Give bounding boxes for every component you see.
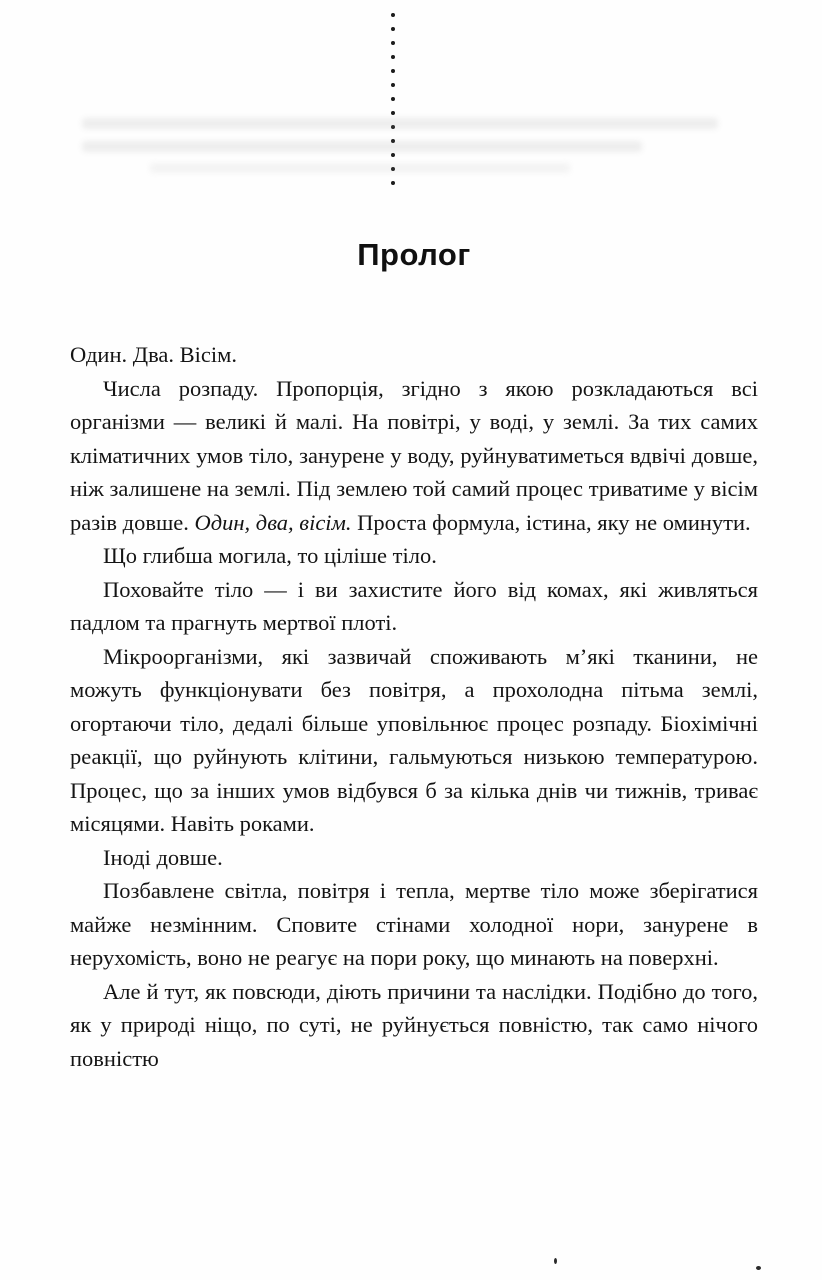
paragraph <box>70 841 758 875</box>
dot <box>391 97 395 101</box>
paragraph <box>70 372 758 540</box>
text-run: Поховайте тіло — і ви захистите його від комах, які живляться падлом та прагнуть мертвої плоті. <box>70 576 758 635</box>
dot <box>391 41 395 45</box>
dot <box>391 27 395 31</box>
dotted-divider <box>391 13 395 185</box>
bleedthrough-artifact <box>150 163 570 173</box>
paragraph <box>70 573 758 640</box>
text-run: Але й тут, як повсюди, діють причини та наслідки. Подібно до того, як у природі ніщо, по суті, не руйнується повністю, так само нічого повністю <box>70 978 758 1071</box>
text-run: Що глибша могила, то ціліше тіло. <box>103 543 437 568</box>
scan-speck <box>554 1258 557 1264</box>
text-run: Проста формула, істина, яку не оминути. <box>351 509 751 535</box>
italic-text-run: Один, два, вісім. <box>194 509 352 535</box>
text-run: Позбавлене світла, повітря і тепла, мертве тіло може зберігатися майже незмінним. Сповите стінами холодної нори, занурене в нерухомість, воно не реагує на пори року, що минають на поверхні. <box>70 878 758 970</box>
dot <box>391 69 395 73</box>
bleedthrough-artifact <box>82 141 642 152</box>
page-text <box>70 338 758 1075</box>
text-run: Числа розпаду. Пропорція, згідно з якою розкладаються всі організми — великі й малі. На повітрі, у воді, у землі. За тих самих кліматичних умов тіло, занурене у воду, руйнуватиметься вдвічі довше, ніж залишене на землі. Під землею той самий процес триватиме у вісім разів довше. <box>70 375 758 535</box>
paragraph <box>70 338 758 372</box>
paragraph <box>70 640 758 841</box>
text-run: Один. Два. Вісім. <box>70 342 238 367</box>
dot <box>391 13 395 17</box>
text-run: Іноді довше. <box>103 844 223 870</box>
chapter-title: Пролог <box>357 236 471 272</box>
paragraph <box>70 975 758 1076</box>
dot <box>391 181 395 185</box>
scan-speck <box>756 1266 761 1270</box>
dot <box>391 153 395 157</box>
paragraph <box>70 539 758 573</box>
paragraph <box>70 874 758 975</box>
dot <box>391 111 395 115</box>
bleedthrough-artifact <box>82 118 718 129</box>
text-run: Мікроорганізми, які зазвичай споживають м’які тканини, не можуть функціонувати без повітря, а прохолодна пітьма землі, огортаючи тіло, дедалі більше уповільнює процес розпаду. Біохімічні реакції, що руйнують клітини, гальмуються низькою температурою. Процес, що за інших умов відбувся б за кілька днів чи тижнів, триває місяцями. Навіть роками. <box>70 643 758 836</box>
dot <box>391 55 395 59</box>
dot <box>391 83 395 87</box>
